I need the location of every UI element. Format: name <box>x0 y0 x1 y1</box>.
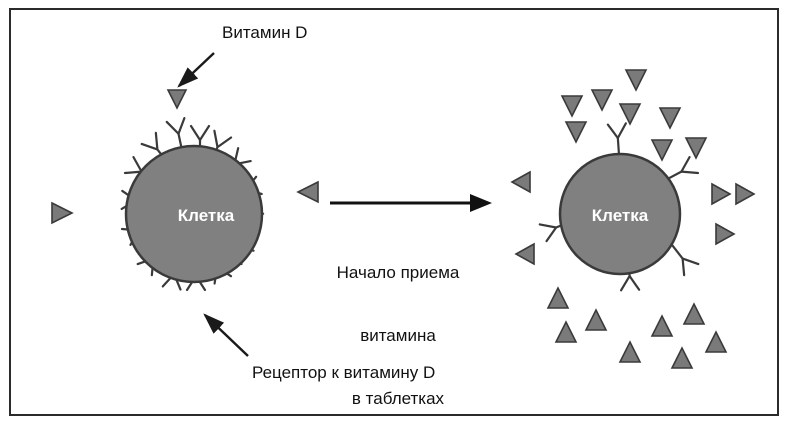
vitamin-d-label: Витамин D <box>222 23 308 42</box>
receptor-pointer-arrow <box>205 315 248 356</box>
process-arrow-caption-line1: Начало приема <box>336 263 460 282</box>
cell-right-label: Клетка <box>591 206 649 225</box>
process-arrow-caption-line3: в таблетках <box>351 389 445 408</box>
process-arrow-head <box>470 194 492 212</box>
vitamin-pointer-arrow <box>179 53 214 86</box>
cell-left-label: Клетка <box>177 206 235 225</box>
left-cell-group <box>52 90 318 290</box>
receptor-label: Рецептор к витамину D <box>252 363 436 382</box>
process-arrow-caption <box>318 220 478 427</box>
process-arrow-caption-line2: витамина <box>360 326 436 345</box>
